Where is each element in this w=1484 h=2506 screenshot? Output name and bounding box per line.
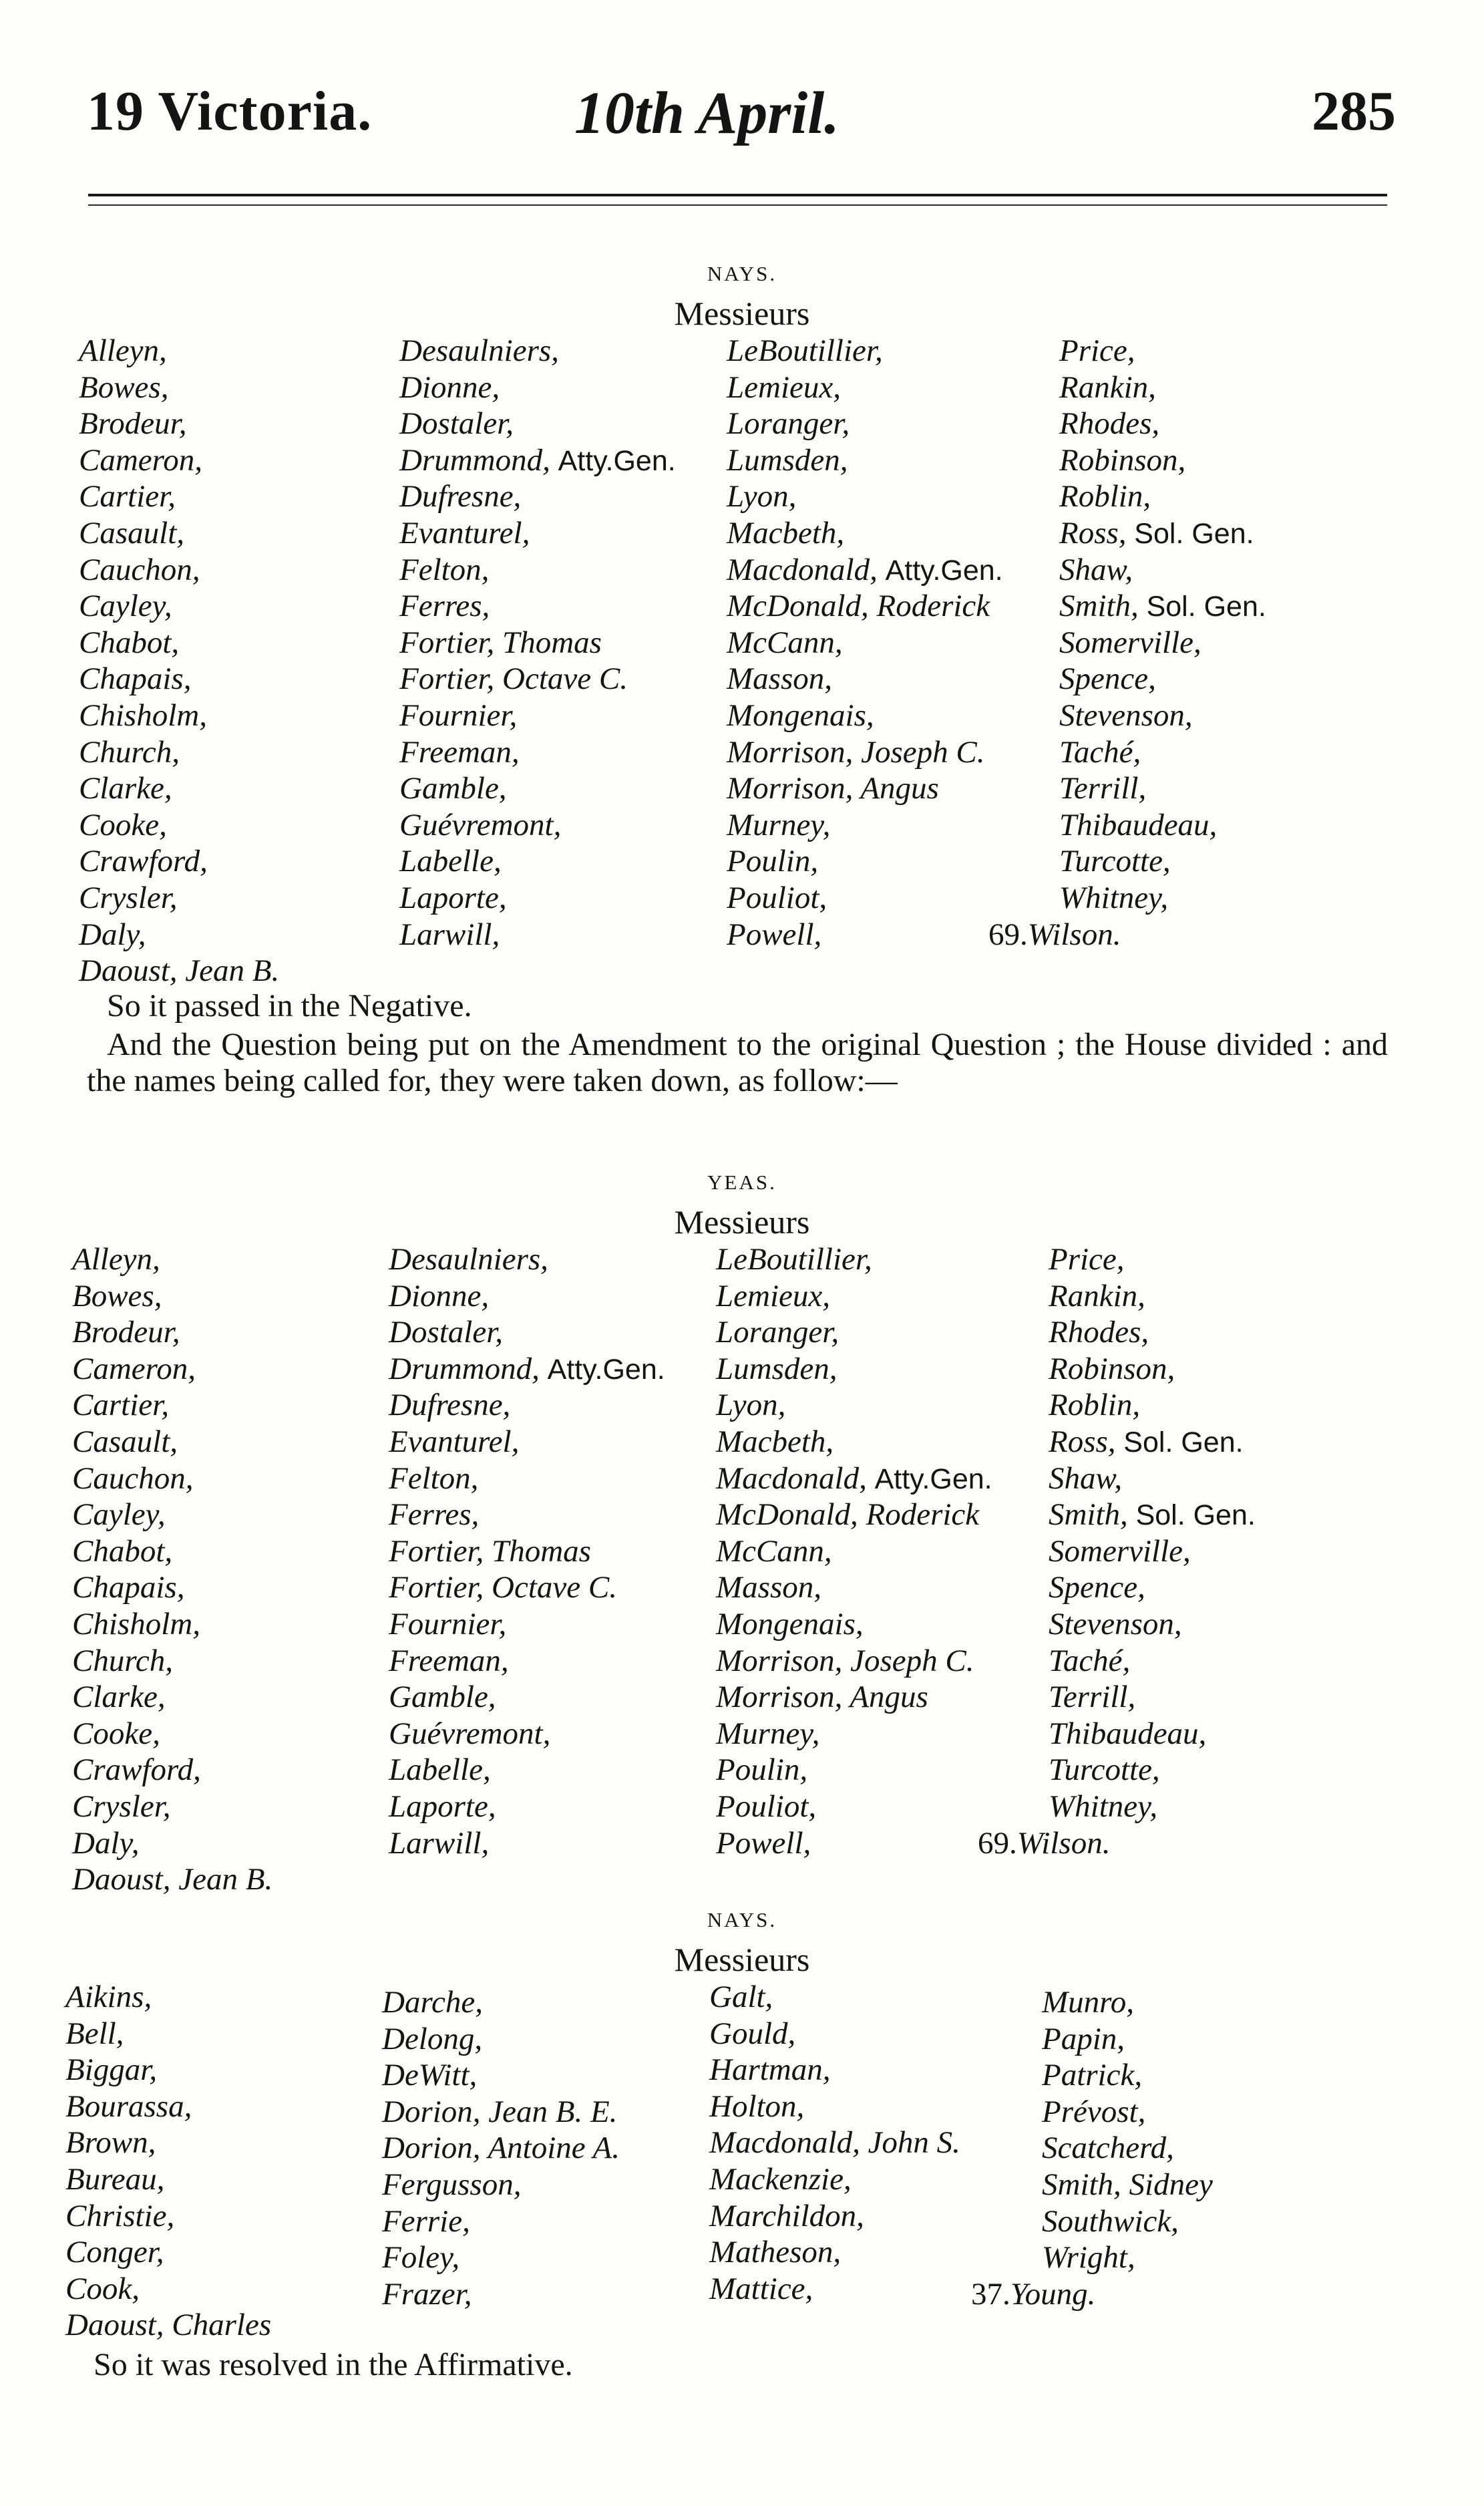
session-title: 19 Victoria.: [87, 80, 373, 142]
member-name: Whitney,: [1059, 880, 1169, 915]
member-name: Drummond,: [389, 1351, 540, 1386]
member-name: Murney,: [727, 807, 831, 842]
name-column-3: [716, 1241, 992, 1861]
member-name: Fortier, Thomas: [389, 1533, 591, 1569]
member-name: Bureau,: [65, 2161, 165, 2197]
member-name: Masson,: [727, 661, 832, 697]
member-name: Drummond,: [399, 442, 550, 478]
member-name: Clarke,: [79, 771, 172, 806]
member-name: Evanturel,: [389, 1424, 520, 1459]
member-name: Aikins,: [65, 1980, 152, 2014]
section-label-nays: NAYS.: [707, 262, 777, 285]
member-name: Labelle,: [389, 1752, 491, 1788]
member-name: Bowes,: [79, 369, 169, 405]
member-name: Smith,: [1049, 1497, 1128, 1533]
member-name: Stevenson,: [1059, 697, 1193, 733]
question-paragraph: And the Question being put on the Amendment to the original Question ; the House divided : and the names being called for, they were taken down, as follow:—: [87, 1027, 1388, 1098]
member-name: McCann,: [716, 1533, 832, 1569]
member-name: Taché,: [1059, 734, 1141, 770]
member-name: Cameron,: [79, 442, 202, 478]
member-name: Masson,: [716, 1570, 821, 1605]
name-column-3: [709, 1979, 960, 2307]
member-name: Chabot,: [79, 625, 180, 660]
member-name: Desaulniers,: [389, 1242, 548, 1277]
member-name: Foley,: [382, 2240, 460, 2276]
member-name: Evanturel,: [399, 515, 530, 551]
member-name: Price,: [1059, 333, 1135, 368]
member-name: Delong,: [382, 2021, 483, 2056]
member-name: Mattice,: [709, 2271, 813, 2306]
member-name: Smith,: [1059, 589, 1139, 624]
member-name: Chisholm,: [72, 1606, 200, 1641]
member-name: Pouliot,: [716, 1788, 817, 1824]
member-name: Fournier,: [389, 1606, 507, 1641]
member-name: Dufresne,: [389, 1388, 511, 1423]
member-name: Murney,: [716, 1716, 820, 1751]
member-name: Whitney,: [1049, 1788, 1158, 1824]
member-title: Atty.Gen.: [547, 1353, 665, 1386]
member-name: Robinson,: [1059, 442, 1186, 478]
member-name: Cooke,: [72, 1716, 160, 1751]
member-name: Macdonald,: [716, 1460, 867, 1496]
member-name: Gamble,: [399, 771, 507, 806]
messieurs-heading: Messieurs: [674, 1203, 810, 1241]
member-name: Larwill,: [389, 1825, 490, 1861]
member-name: Mongenais,: [716, 1606, 864, 1641]
member-name: Brodeur,: [72, 1315, 180, 1350]
member-name: Macdonald, John S.: [709, 2125, 960, 2161]
member-name: Rankin,: [1049, 1278, 1145, 1313]
section-label-yeas: YEAS.: [707, 1170, 777, 1194]
member-name: Robinson,: [1049, 1351, 1175, 1386]
member-name: Morrison, Angus: [716, 1680, 928, 1715]
member-name: Church,: [72, 1643, 174, 1678]
member-name: Crysler,: [79, 880, 178, 915]
member-name: McCann,: [727, 625, 843, 660]
member-name: Marchildon,: [709, 2198, 864, 2233]
member-name: Rhodes,: [1059, 406, 1160, 442]
vote-total: 69.: [978, 1825, 1017, 1861]
member-name: Taché,: [1049, 1643, 1131, 1678]
member-name: Chapais,: [79, 661, 192, 697]
member-name: Chisholm,: [79, 697, 207, 733]
member-name: Cauchon,: [79, 552, 200, 587]
member-name: Thibaudeau,: [1059, 807, 1218, 842]
member-title: Atty.Gen.: [885, 554, 1003, 587]
member-name: Macbeth,: [716, 1424, 834, 1459]
member-name: Ferrie,: [382, 2203, 470, 2239]
member-name: Dorion, Jean B. E.: [382, 2094, 618, 2129]
member-name: Cauchon,: [72, 1460, 194, 1496]
member-title: Sol. Gen.: [1134, 517, 1254, 550]
member-name: Alleyn,: [72, 1242, 160, 1277]
member-name: Loranger,: [716, 1315, 840, 1350]
member-name: LeBoutillier,: [716, 1242, 872, 1277]
member-name: Scatcherd,: [1042, 2131, 1174, 2166]
member-name: Crawford,: [79, 844, 208, 879]
member-name: Fortier, Octave C.: [389, 1570, 617, 1605]
member-name: Mongenais,: [727, 697, 874, 733]
member-name: Mackenzie,: [709, 2161, 852, 2197]
member-name: Spence,: [1049, 1570, 1145, 1605]
member-name: Terrill,: [1059, 771, 1147, 806]
member-name: LeBoutillier,: [727, 333, 883, 368]
member-title: Sol. Gen.: [1135, 1499, 1256, 1532]
member-name: Bourassa,: [65, 2088, 192, 2124]
member-name: Southwick,: [1042, 2203, 1179, 2239]
name-column-1: [65, 1979, 271, 2344]
member-name: Roblin,: [1059, 479, 1151, 514]
member-name: Shaw,: [1049, 1460, 1123, 1496]
member-name: Brodeur,: [79, 406, 187, 442]
member-name: Ross,: [1059, 515, 1127, 551]
member-name: Conger,: [65, 2235, 164, 2270]
member-name: Fortier, Octave C.: [399, 661, 628, 697]
member-name: Lemieux,: [727, 369, 841, 405]
member-name: Rhodes,: [1049, 1315, 1149, 1350]
member-name: Gould,: [709, 2016, 796, 2051]
member-name: Christie,: [65, 2198, 175, 2233]
member-name: Loranger,: [727, 406, 850, 442]
member-name: Fournier,: [399, 697, 518, 733]
member-name: Fortier, Thomas: [399, 625, 602, 660]
member-name: Morrison, Angus: [727, 771, 939, 806]
member-name: Guévremont,: [389, 1716, 551, 1751]
member-name: Cayley,: [72, 1497, 166, 1533]
member-name: Dostaler,: [399, 406, 514, 442]
member-name: Ferres,: [399, 589, 490, 624]
member-name: Church,: [79, 734, 180, 770]
page-header: [87, 79, 1396, 159]
member-name: Daly,: [79, 917, 146, 952]
result-affirmative: So it was resolved in the Affirmative.: [94, 2347, 573, 2382]
member-name: Poulin,: [727, 844, 819, 879]
messieurs-heading: Messieurs: [674, 295, 810, 332]
member-name: Dufresne,: [399, 479, 522, 514]
messieurs-heading: Messieurs: [674, 1941, 810, 1978]
name-column-1: [79, 333, 279, 989]
member-name: Felton,: [399, 552, 490, 587]
member-name: Pouliot,: [727, 880, 827, 915]
member-name: Dorion, Antoine A.: [382, 2131, 620, 2166]
member-name: Macbeth,: [727, 515, 845, 551]
name-column-4: [978, 1241, 1256, 1861]
member-name: Lumsden,: [727, 442, 848, 478]
member-name: Clarke,: [72, 1680, 166, 1715]
member-name: Cayley,: [79, 589, 172, 624]
member-name: Turcotte,: [1059, 844, 1171, 879]
member-name: Hartman,: [709, 2052, 831, 2088]
member-name: Ferres,: [389, 1497, 480, 1533]
member-name: Alleyn,: [79, 333, 167, 368]
member-name: Thibaudeau,: [1049, 1716, 1207, 1751]
member-name: Biggar,: [65, 2052, 158, 2088]
member-name: Laporte,: [389, 1788, 496, 1824]
member-name: Somerville,: [1059, 625, 1201, 660]
member-name: Freeman,: [389, 1643, 509, 1678]
member-name: DeWitt,: [382, 2058, 478, 2093]
member-name: Labelle,: [399, 844, 502, 879]
member-name: Cartier,: [72, 1388, 169, 1423]
member-name: Roblin,: [1049, 1388, 1141, 1423]
member-name: Lumsden,: [716, 1351, 838, 1386]
member-name: Dionne,: [399, 369, 500, 405]
member-name: Ross,: [1049, 1424, 1116, 1459]
header-rule-thin: [88, 204, 1387, 206]
member-title: Atty.Gen.: [558, 444, 676, 477]
member-name: McDonald, Roderick: [716, 1497, 980, 1533]
member-name: Rankin,: [1059, 369, 1156, 405]
member-name: Frazer,: [382, 2276, 472, 2312]
member-name: Daoust, Charles: [65, 2308, 272, 2343]
member-name: Powell,: [727, 917, 822, 952]
member-name: Lyon,: [727, 479, 797, 514]
member-name: Patrick,: [1042, 2058, 1143, 2093]
name-column-2: [389, 1241, 665, 1861]
member-name: Poulin,: [716, 1752, 808, 1788]
member-name: Desaulniers,: [399, 333, 559, 368]
member-name: Morrison, Joseph C.: [727, 734, 985, 770]
name-column-4: [988, 333, 1266, 953]
member-title: Atty.Gen.: [874, 1462, 992, 1495]
member-name: Dionne,: [389, 1278, 490, 1313]
vote-total: 37.: [971, 2276, 1010, 2312]
member-name: Bowes,: [72, 1278, 162, 1313]
member-name: Price,: [1049, 1242, 1125, 1277]
member-name: Daly,: [72, 1825, 140, 1861]
member-title: Sol. Gen.: [1146, 591, 1266, 623]
member-name: Casault,: [79, 515, 185, 551]
name-column-3: [727, 333, 1003, 953]
member-name: Daoust, Jean B.: [72, 1862, 273, 1897]
member-name: Munro,: [1042, 1985, 1134, 2020]
member-name: Dostaler,: [389, 1315, 504, 1350]
name-column-2: [382, 1984, 620, 2312]
member-name: Young.: [1010, 2276, 1096, 2312]
member-name: Gamble,: [389, 1680, 496, 1715]
member-name: Casault,: [72, 1424, 178, 1459]
member-name: Stevenson,: [1049, 1606, 1182, 1641]
member-name: Galt,: [709, 1980, 773, 2014]
section-label-nays: NAYS.: [707, 1908, 777, 1931]
member-name: Somerville,: [1049, 1533, 1191, 1569]
member-title: Sol. Gen.: [1123, 1426, 1244, 1458]
name-column-1: [72, 1241, 272, 1898]
member-name: Wright,: [1042, 2240, 1135, 2276]
member-name: Turcotte,: [1049, 1752, 1160, 1788]
page-number: 285: [1312, 80, 1396, 142]
member-name: Cartier,: [79, 479, 176, 514]
member-name: Cook,: [65, 2271, 140, 2306]
member-name: Crawford,: [72, 1752, 201, 1788]
member-name: Morrison, Joseph C.: [716, 1643, 974, 1678]
result-negative: So it passed in the Negative.: [107, 988, 472, 1024]
date-heading: 10th April.: [574, 80, 840, 146]
member-name: Darche,: [382, 1985, 483, 2020]
name-column-2: [399, 333, 676, 953]
member-name: Freeman,: [399, 734, 520, 770]
member-name: Spence,: [1059, 661, 1156, 697]
member-name: Cameron,: [72, 1351, 196, 1386]
name-column-4: [971, 1984, 1213, 2312]
member-name: Bell,: [65, 2016, 124, 2051]
header-rule: [88, 194, 1387, 196]
member-name: Guévremont,: [399, 807, 562, 842]
member-name: Wilson.: [1027, 917, 1121, 952]
member-name: Lemieux,: [716, 1278, 830, 1313]
member-name: Prévost,: [1042, 2094, 1146, 2129]
member-name: Daoust, Jean B.: [79, 953, 280, 989]
member-name: Laporte,: [399, 880, 507, 915]
member-name: Shaw,: [1059, 552, 1133, 587]
member-name: Wilson.: [1016, 1825, 1111, 1861]
member-name: Lyon,: [716, 1388, 786, 1423]
member-name: Felton,: [389, 1460, 479, 1496]
member-name: Holton,: [709, 2088, 805, 2124]
member-name: Smith, Sidney: [1042, 2167, 1213, 2202]
member-name: Powell,: [716, 1825, 811, 1861]
member-name: Fergusson,: [382, 2167, 522, 2202]
member-name: Cooke,: [79, 807, 167, 842]
vote-total: 69.: [988, 917, 1028, 952]
member-name: Matheson,: [709, 2235, 842, 2270]
member-name: Terrill,: [1049, 1680, 1136, 1715]
member-name: Crysler,: [72, 1788, 171, 1824]
member-name: Chapais,: [72, 1570, 185, 1605]
member-name: Macdonald,: [727, 552, 878, 587]
member-name: Brown,: [65, 2125, 156, 2161]
member-name: Chabot,: [72, 1533, 173, 1569]
member-name: Papin,: [1042, 2021, 1125, 2056]
member-name: McDonald, Roderick: [727, 589, 990, 624]
member-name: Larwill,: [399, 917, 500, 952]
